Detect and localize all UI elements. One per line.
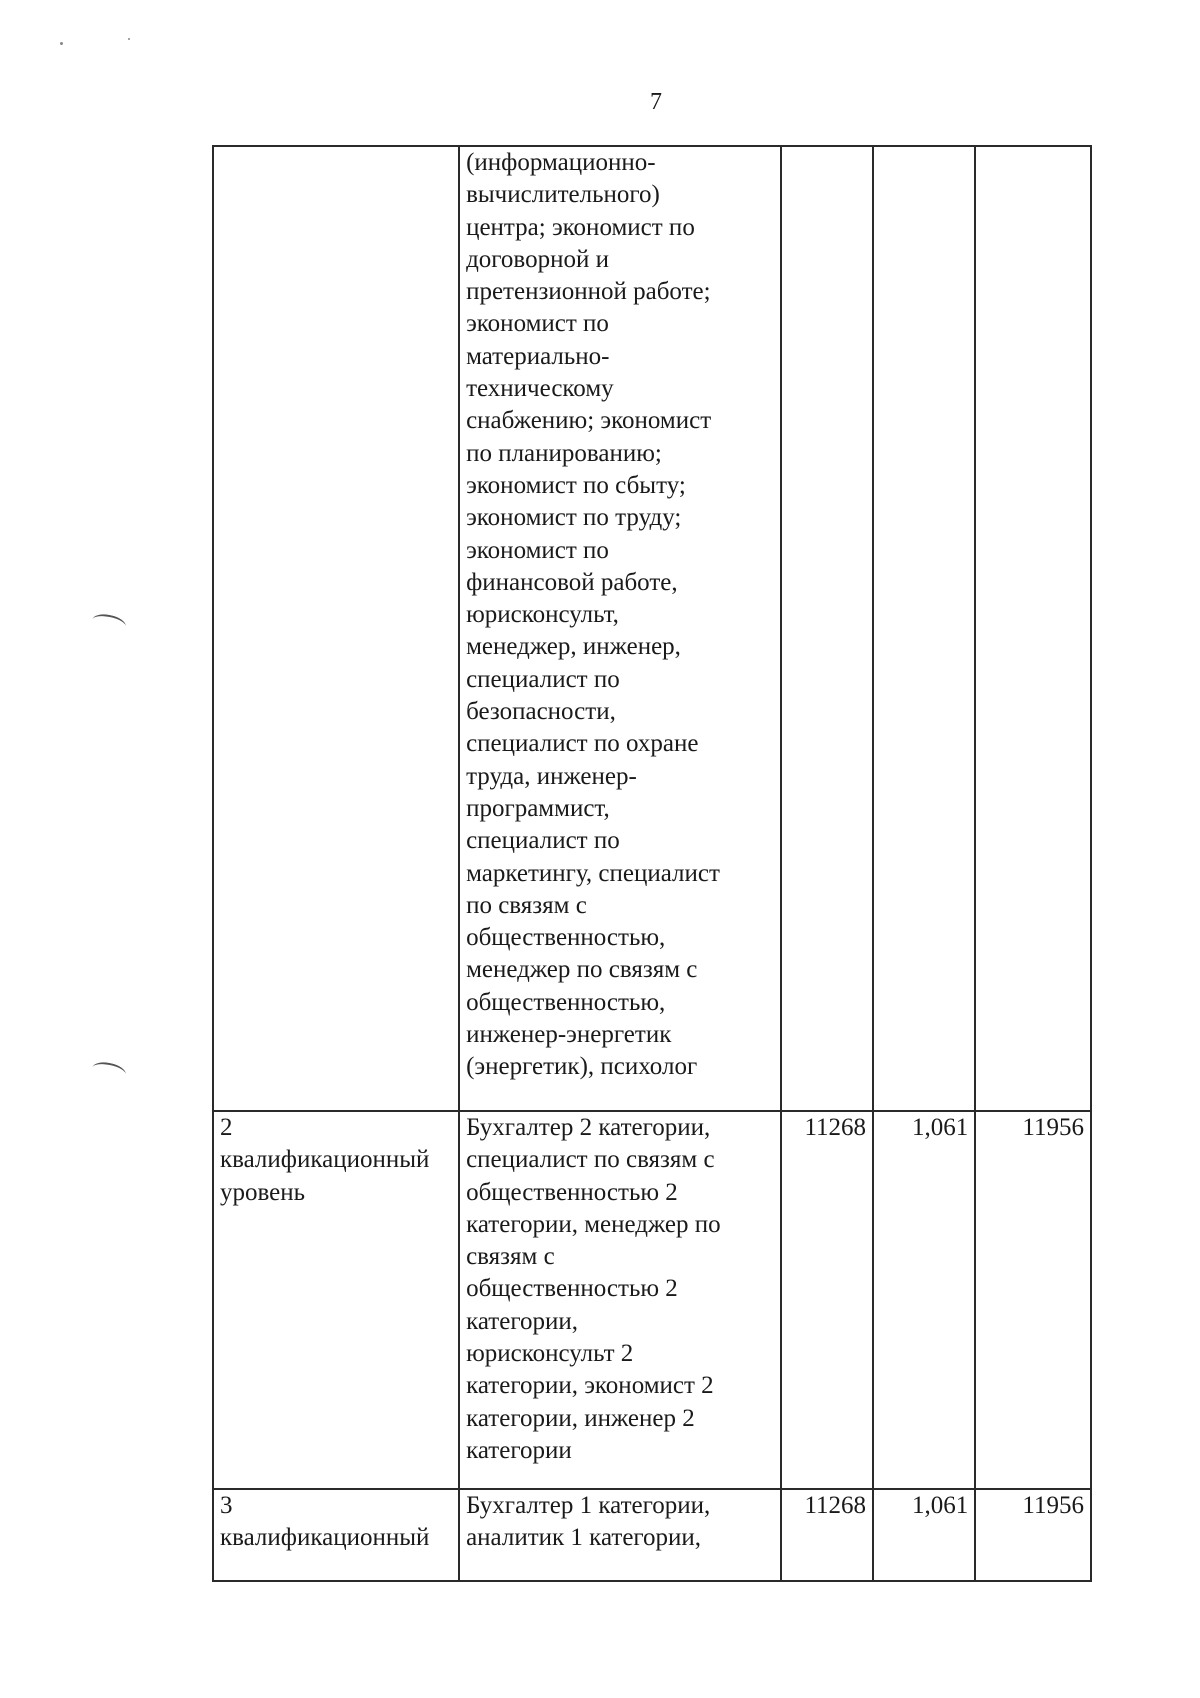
total-salary-cell: 11956 bbox=[975, 1489, 1091, 1581]
scan-speck bbox=[128, 38, 130, 40]
positions-cell bbox=[459, 1489, 781, 1581]
table-row bbox=[213, 1489, 1091, 1581]
positions-line: по планированию; bbox=[466, 439, 662, 467]
positions-line: центра; экономист по bbox=[466, 213, 695, 241]
qualification-level-cell bbox=[213, 1111, 459, 1489]
positions-line: Бухгалтер 1 категории, bbox=[466, 1492, 711, 1519]
table-row bbox=[213, 146, 1091, 1111]
qualification-level-line: уровень bbox=[220, 1178, 306, 1206]
qualification-level-line: квалификационный bbox=[220, 1146, 430, 1174]
positions-line: безопасности, bbox=[466, 698, 616, 726]
punch-hole-mark bbox=[91, 612, 128, 635]
salary-table bbox=[212, 145, 1092, 1582]
coefficient-cell bbox=[873, 146, 975, 1111]
qualification-level-line: 3 bbox=[220, 1492, 233, 1519]
positions-line: снабжению; экономист bbox=[466, 407, 712, 435]
positions-line: специалист по связям с bbox=[466, 1146, 715, 1174]
positions-line: техническому bbox=[466, 375, 614, 403]
positions-line: специалист по bbox=[466, 665, 620, 693]
base-salary-cell: 11268 bbox=[781, 1111, 873, 1489]
positions-line: претензионной работе; bbox=[466, 278, 711, 306]
positions-line: общественностью 2 bbox=[466, 1275, 678, 1303]
base-salary-cell: 11268 bbox=[781, 1489, 873, 1581]
positions-line: специалист по охране bbox=[466, 730, 699, 758]
coefficient-cell: 1,061 bbox=[873, 1489, 975, 1581]
positions-line: юрисконсульт, bbox=[466, 601, 619, 629]
positions-line: общественностью 2 bbox=[466, 1178, 678, 1206]
positions-line: договорной и bbox=[466, 245, 609, 273]
qualification-level-cell bbox=[213, 1489, 459, 1581]
positions-line: материально- bbox=[466, 342, 610, 370]
positions-cell bbox=[459, 1111, 781, 1489]
positions-line: (информационно- bbox=[466, 149, 656, 176]
positions-line: Бухгалтер 2 категории, bbox=[466, 1114, 711, 1141]
positions-line: категории, экономист 2 bbox=[466, 1372, 714, 1400]
qualification-level-line: квалификационный bbox=[220, 1524, 430, 1552]
positions-line: труда, инженер- bbox=[466, 762, 637, 790]
positions-line: экономист по труду; bbox=[466, 504, 682, 532]
positions-line: юрисконсульт 2 bbox=[466, 1340, 634, 1368]
positions-line: менеджер по связям с bbox=[466, 956, 698, 984]
positions-line: по связям с bbox=[466, 891, 587, 919]
punch-hole-mark bbox=[91, 1060, 128, 1083]
positions-line: экономист по bbox=[466, 536, 609, 564]
positions-line: категории, bbox=[466, 1307, 578, 1335]
table-row bbox=[213, 1111, 1091, 1489]
positions-line: категории, менеджер по bbox=[466, 1210, 721, 1238]
positions-line: экономист по сбыту; bbox=[466, 471, 686, 499]
positions-line: инженер-энергетик bbox=[466, 1021, 672, 1049]
positions-line: программист, bbox=[466, 794, 610, 822]
positions-line: категории, инженер 2 bbox=[466, 1404, 695, 1432]
positions-line: финансовой работе, bbox=[466, 568, 678, 596]
positions-line: маркетингу, специалист bbox=[466, 859, 720, 887]
page-number: 7 bbox=[650, 89, 662, 115]
positions-line: общественностью, bbox=[466, 988, 666, 1016]
positions-line: связям с bbox=[466, 1243, 555, 1271]
base-salary-cell bbox=[781, 146, 873, 1111]
positions-line: (энергетик), психолог bbox=[466, 1053, 698, 1081]
positions-line: специалист по bbox=[466, 827, 620, 855]
scan-speck bbox=[60, 42, 63, 45]
qualification-level-line: 2 bbox=[220, 1114, 233, 1141]
positions-line: менеджер, инженер, bbox=[466, 633, 681, 661]
coefficient-cell: 1,061 bbox=[873, 1111, 975, 1489]
total-salary-cell bbox=[975, 146, 1091, 1111]
total-salary-cell: 11956 bbox=[975, 1111, 1091, 1489]
positions-cell bbox=[459, 146, 781, 1111]
positions-line: общественностью, bbox=[466, 924, 666, 952]
positions-line: экономист по bbox=[466, 310, 609, 338]
positions-line: вычислительного) bbox=[466, 181, 660, 209]
positions-line: аналитик 1 категории, bbox=[466, 1524, 702, 1552]
qualification-level-cell bbox=[213, 146, 459, 1111]
positions-line: категории bbox=[466, 1436, 572, 1464]
